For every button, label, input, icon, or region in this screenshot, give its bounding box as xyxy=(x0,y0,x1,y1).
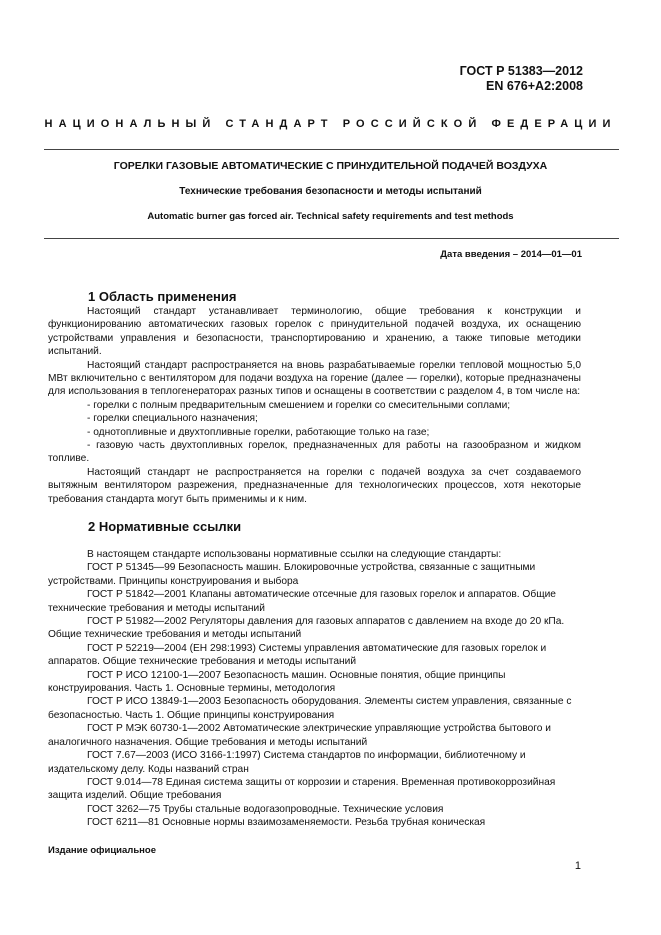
top-divider xyxy=(44,149,619,150)
national-standard-heading: НАЦИОНАЛЬНЫЙ СТАНДАРТ РОССИЙСКОЙ ФЕДЕРАЦИИ xyxy=(44,118,617,130)
en-code: EN 676+A2:2008 xyxy=(486,79,583,93)
reference-item: ГОСТ 9.014—78 Единая система защиты от коррозии и старения. Временная противокоррозийная защита изделий. Общие требования xyxy=(48,776,556,802)
reference-item: ГОСТ 3262—75 Трубы стальные водогазопроводные. Технические условия xyxy=(87,803,444,815)
standard-code: ГОСТ Р 51383—2012 xyxy=(459,64,583,78)
paragraph: Настоящий стандарт устанавливает терминологию, общие требования к конструкции и функционированию автоматических газовых горелок с принудительной подачей воздуха, их оснащению устройствами управления и безопасности, транспортированию и хранению, а также типовые методики испытаний. xyxy=(48,306,581,358)
reference-item: ГОСТ Р 51842—2001 Клапаны автоматические отсечные для газовых горелок и аппаратов. Общие технические требования и методы испытаний xyxy=(48,589,556,614)
english-title: Automatic burner gas forced air. Technical safety requirements and test methods xyxy=(147,211,514,222)
reference-item: ГОСТ Р МЭК 60730-1—2002 Автоматические электрические управляющие устройства бытового и аналогичного назначения. Общие требования и методы испытаний xyxy=(48,723,551,748)
reference-item: ГОСТ Р 52219—2004 (ЕН 298:1993) Системы управления автоматические для газовых горелок и аппаратов. Общие технические требования и методы испытаний xyxy=(48,642,547,668)
reference-item: ГОСТ Р ИСО 12100-1—2007 Безопасность машин. Основные понятия, общие принципы конструирования. Часть 1. Основные термины, методология xyxy=(48,669,506,695)
paragraph: Настоящий стандарт не распространяется на горелки с подачей воздуха за счет создаваемого вытяжным вентилятором разрежения, предназначенные для технологических процессов, хотя некоторые требования стандарта могут быть применимы и к ним. xyxy=(48,466,581,505)
list-item: - газовую часть двухтопливных горелок, предназначенных для работы на газообразном и жидком топливе. xyxy=(48,440,581,465)
reference-item: ГОСТ Р 51982—2002 Регуляторы давления для газовых аппаратов с давлением на входе до 20 кПа. Общие технические требования и методы испытаний xyxy=(48,616,565,641)
section-1-body xyxy=(48,305,581,506)
page-number: 1 xyxy=(574,860,581,872)
reference-item: ГОСТ Р ИСО 13849-1—2003 Безопасность оборудования. Элементы систем управления, связанные с безопасностью. Часть 1. Общие принципы конструирования xyxy=(48,696,572,721)
reference-item: ГОСТ 6211—81 Основные нормы взаимозаменяемости. Резьба трубная коническая xyxy=(87,817,486,829)
list-item: - горелки с полным предварительным смешением и горелки со смесительными соплами; xyxy=(87,399,511,411)
reference-item: ГОСТ Р 51345—99 Безопасность машин. Блокировочные устройства, связанные с защитными устройствами. Принципы конструирования и выбора xyxy=(48,562,536,587)
document-subtitle: Технические требования безопасности и методы испытаний xyxy=(179,186,482,197)
section-2-body xyxy=(48,548,581,830)
document-title: ГОРЕЛКИ ГАЗОВЫЕ АВТОМАТИЧЕСКИЕ С ПРИНУДИТЕЛЬНОЙ ПОДАЧЕЙ ВОЗДУХА xyxy=(113,160,548,172)
official-edition-label: Издание официальное xyxy=(48,845,156,856)
paragraph: Настоящий стандарт распространяется на вновь разрабатываемые горелки тепловой мощностью 5,0 МВт включительно с вентилятором для подачи воздуха на горение (далее — горелки), которые предназначены для использования в теплогенераторах разных типов и оснащены в соответствии с разделом 4, в том числе на: xyxy=(48,359,581,398)
reference-item: ГОСТ 7.67—2003 (ИСО 3166-1:1997) Система стандартов по информации, библиотечному и издательскому делу. Коды названий стран xyxy=(48,750,526,775)
list-item: - однотопливные и двухтопливные горелки, работающие только на газе; xyxy=(87,426,430,438)
list-item: - горелки специального назначения; xyxy=(87,413,258,425)
paragraph: В настоящем стандарте использованы нормативные ссылки на следующие стандарты: xyxy=(87,549,502,560)
section-1-heading: 1 Область применения xyxy=(88,289,237,304)
bottom-divider xyxy=(44,238,619,239)
section-2-heading: 2 Нормативные ссылки xyxy=(88,519,242,534)
introduction-date: Дата введения – 2014—01—01 xyxy=(440,249,582,260)
